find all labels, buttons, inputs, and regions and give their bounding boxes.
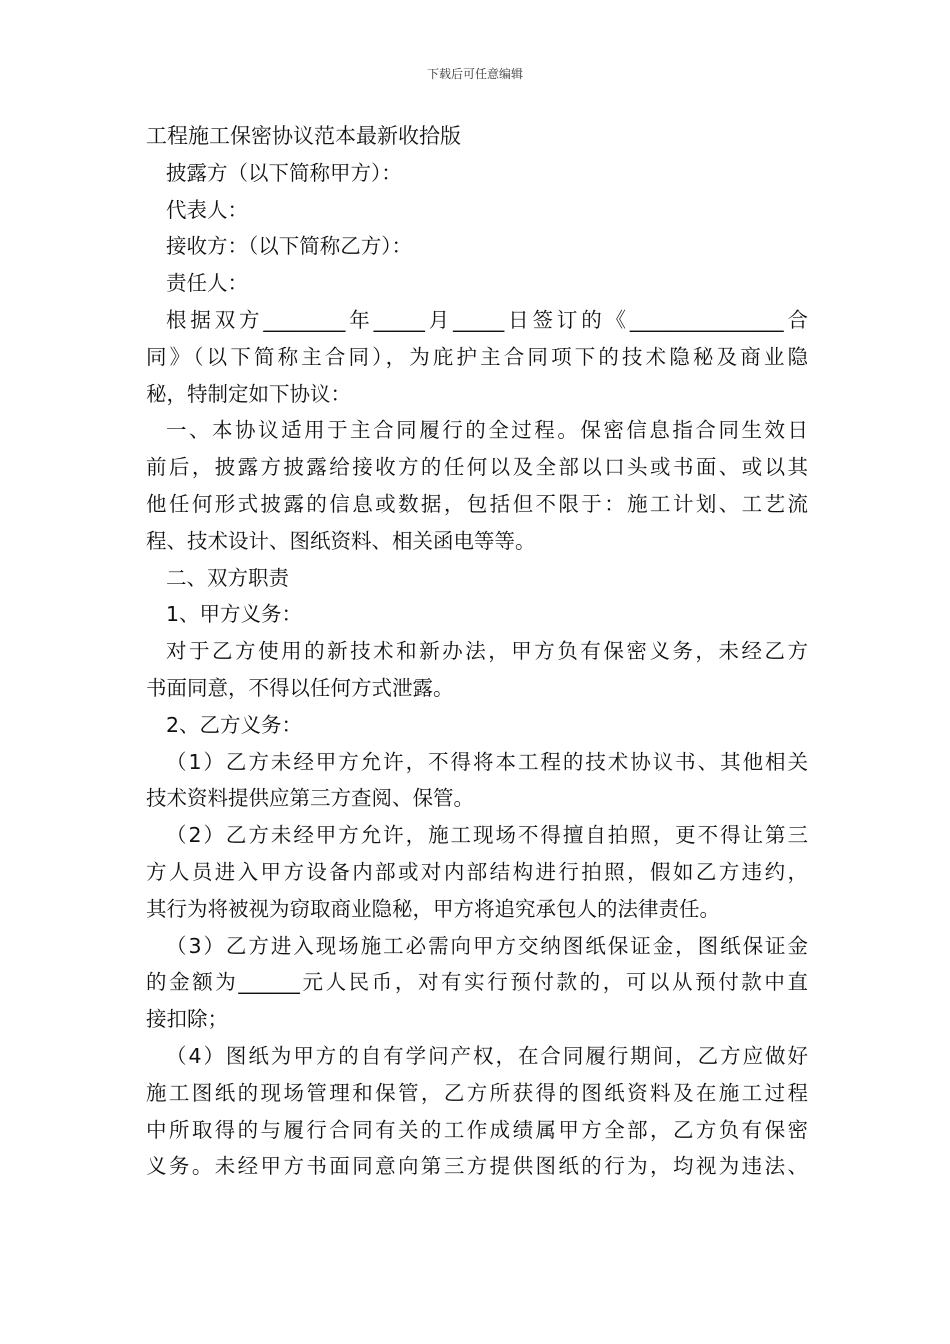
document-line: 一、本协议适用于主合同履行的全过程。保密信息指合同生效日 [166,418,808,443]
document-body [146,118,808,1185]
document-line: 中所取得的与履行合同有关的工作成绩属甲方全部，乙方负有保密 [146,1117,808,1142]
document-line: 同》（以下简称主合同），为庇护主合同项下的技术隐秘及商业隐 [146,344,808,369]
document-line: 二、双方职责 [166,565,289,590]
document-line: （4）图纸为甲方的自有学问产权，在合同履行期间，乙方应做好 [166,1043,808,1068]
document-line: 2、乙方义务： [166,712,303,737]
document-line: 他任何形式披露的信息或数据，包括但不限于：施工计划、工艺流 [146,491,808,516]
document-line: 前后，披露方披露给接收方的任何以及全部以口头或书面、或以其 [146,455,808,480]
document-line: 方人员进入甲方设备内部或对内部结构进行拍照，假如乙方违约， [146,859,808,884]
document-line: 接扣除； [146,1007,228,1032]
document-line: 接收方：（以下简称乙方）： [166,234,412,259]
document-title: 工程施工保密协议范本最新收拾版 [146,124,461,148]
document-line: 根据双方________年_____月_____日签订的《_______________合 [166,307,808,332]
document-line: 1、甲方义务： [166,602,303,627]
document-line: （3）乙方进入现场施工必需向甲方交纳图纸保证金，图纸保证金 [166,933,808,958]
document-line: 责任人： [166,271,248,296]
document-paragraphs [146,155,808,1185]
document-line: （2）乙方未经甲方允许，施工现场不得擅自拍照，更不得让第三 [166,823,808,848]
document-line: 秘，特制定如下协议： [146,381,351,406]
document-line: 程、技术设计、图纸资料、相关函电等等。 [146,528,536,553]
page-header-note: 下载后可任意编辑 [426,67,523,81]
document-line: 披露方（以下简称甲方）： [166,160,402,185]
document-line: 对于乙方使用的新技术和新办法，甲方负有保密义务，未经乙方 [166,639,808,664]
document-line: 书面同意，不得以任何方式泄露。 [146,675,454,700]
document-line: 其行为将被视为窃取商业隐秘，甲方将追究承包人的法律责任。 [146,896,720,921]
document-line: 代表人： [166,197,248,222]
document-line: 施工图纸的现场管理和保管，乙方所获得的图纸资料及在施工过程 [146,1080,808,1105]
document-line: （1）乙方未经甲方允许，不得将本工程的技术协议书、其他相关 [166,749,808,774]
document-line: 的金额为______元人民币，对有实行预付款的，可以从预付款中直 [146,970,808,995]
document-line: 技术资料提供应第三方查阅、保管。 [146,786,474,811]
document-line: 义务。未经甲方书面同意向第三方提供图纸的行为，均视为违法、 [146,1154,808,1179]
